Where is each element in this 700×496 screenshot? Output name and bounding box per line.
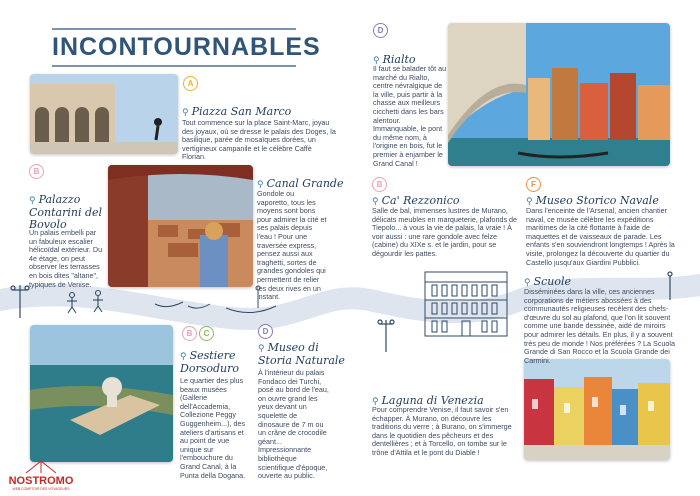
location-pin-icon: ⚲ — [258, 344, 265, 354]
piazza-san-marco-photo — [30, 74, 178, 154]
location-pin-icon: ⚲ — [524, 278, 531, 288]
piazza-san-marco-title: Piazza San Marco — [191, 105, 292, 118]
canal-grande-text: Gondole ou vaporetto, tous les moyens sont bons pour admirer la cité et ses palais depuis l'eau ! Pour une traversée express, pensez aussi aux traghetti, sortes de grandes gondoles qui permettent de relier les deux rives en un instant. — [257, 189, 327, 302]
canal-grande-title: Canal Grande — [266, 177, 344, 190]
laguna-photo — [524, 359, 670, 460]
laguna-text: Pour comprendre Venise, il faut savoir s'en échapper. À Murano, on découvre les traditions du verre ; à Burano, on s'immerge dans le quotidien des pêcheurs et des dentellières ; et à Torcello, on tombe sur le trône d'Attila et le pont du Diable ! — [372, 405, 512, 457]
location-pin-icon: ⚲ — [372, 397, 379, 407]
logo-tagline: WEB COMPTOIR DES VOYAGEURS — [12, 487, 70, 491]
laguna-title: Laguna di Venezia — [381, 394, 484, 407]
rialto-photo-image — [448, 23, 670, 166]
logo-name: NOSTROMO — [8, 475, 74, 487]
badge-d: D — [373, 23, 388, 38]
location-pin-icon: ⚲ — [180, 352, 187, 362]
palazzo-text: Un palais embelli par un fabuleux escalier hélicoïdal extérieur. Du 4e étage, on peut observer les terrasses en bois dites "altane", typiques de Venise. — [29, 228, 103, 289]
storia-heading — [258, 342, 348, 367]
badge-c-dorsoduro: C — [199, 326, 214, 341]
rezzonico-text: Salle de bal, immenses lustres de Murano, délicats meubles en marqueterie, plafonds de Tiepolo... à vous la vie de palais, la vraie ! À voir aussi : une rare gondole avec felze (cabine) du XIXe s. et le jardin, pour se dégourdir les pattes. — [372, 206, 518, 258]
piazza-photo-image — [30, 74, 178, 154]
dorsoduro-title: Sestiere Dorsoduro — [180, 349, 239, 375]
canal-photo-image — [108, 165, 253, 287]
badge-f: F — [526, 177, 541, 192]
nostromo-logo — [4, 459, 78, 491]
badge-b-dorsoduro: B — [182, 326, 197, 341]
location-pin-icon: ⚲ — [373, 56, 380, 66]
laguna-photo-image — [524, 359, 670, 460]
rialto-photo — [448, 23, 670, 166]
piazza-san-marco-text: Tout commence sur la place Saint-Marc, joyau des joyaux, où se dresse le palais des Doges, la basilique, parée de mosaïques dorées, un vertigineux campanile et le célèbre Caffè Florian. — [182, 118, 336, 162]
palazzo-title: Palazzo Contarini del Bovolo — [29, 193, 103, 231]
location-pin-icon: ⚲ — [29, 196, 36, 206]
logo-mark — [4, 459, 78, 491]
museo-navale-title: Museo Storico Navale — [535, 194, 659, 207]
badge-a: A — [183, 76, 198, 91]
scuole-text: Disséminées dans la ville, ces anciennes corporations de métiers abossées à des communautés religieuses recèlent des chefs-d'œuvre du sol au plafond, que l'on lit souvent comme une bande dessinée, aidé de miroirs pour admirer les détails. En plus, il y a souvent très peu de monde ! Nos préférées ? La Scuola Grande di San Rocco et la Scuola Grande dei Carmini. — [524, 287, 676, 365]
dorsoduro-heading — [180, 350, 260, 375]
palazzo-heading — [29, 194, 109, 231]
badge-d-storia: D — [258, 324, 273, 339]
storia-text: À l'intérieur du palais Fondaco dei Turchi, posé au bord de l'eau, on ouvre grand les yeux devant un squelette de dinosaure de 7 m ou un crâne de crocodile géant... Impressionnante bibliothèque scientifique d'époque, ouverte au public. — [258, 368, 329, 481]
dorsoduro-photo-image — [30, 325, 173, 462]
dorsoduro-text: Le quartier des plus beaux musées (Gallerie dell'Accademia, Collezione Peggy Guggenheim...), des ateliers d'artisans et au point de vue unique sur l'embouchure du Grand Canal, à la Punta della Dogana. — [180, 376, 246, 480]
badge-b: B — [29, 164, 44, 179]
canal-grande-photo — [108, 165, 253, 287]
page-title: INCONTOURNABLES — [52, 33, 321, 61]
badge-b-rezzonico: B — [372, 177, 387, 192]
dorsoduro-photo — [30, 325, 173, 462]
location-pin-icon: ⚲ — [182, 108, 189, 118]
scuole-title: Scuole — [533, 275, 572, 288]
location-pin-icon: ⚲ — [257, 180, 264, 190]
location-pin-icon: ⚲ — [372, 197, 379, 207]
rialto-text: Il faut se balader tôt au marché du Rialto, centre névralgique de la ville, puis partir à la chasse aux meilleurs cicchetti dans les bars alentour. Immanquable, le pont du même nom, à l'origine en bois, fut le premier à enjamber le Grand Canal ! — [373, 64, 447, 168]
rialto-title: Rialto — [382, 53, 416, 66]
museo-navale-text: Dans l'enceinte de l'Arsenal, ancien chantier naval, ce musée célèbre les expéditions maritimes de la cité flottante à l'aide de maquettes et de vaisseaux de parade. Les enfants s'en souviendront longtemps ! Après la visite, prolongez la découverte du quartier du Castello jusqu'aux Giardini Pubblici. — [526, 206, 675, 267]
rezzonico-title: Ca' Rezzonico — [381, 194, 460, 207]
storia-title: Museo di Storia Naturale — [258, 341, 345, 367]
location-pin-icon: ⚲ — [526, 197, 533, 207]
street-lamp-icon — [378, 320, 394, 352]
